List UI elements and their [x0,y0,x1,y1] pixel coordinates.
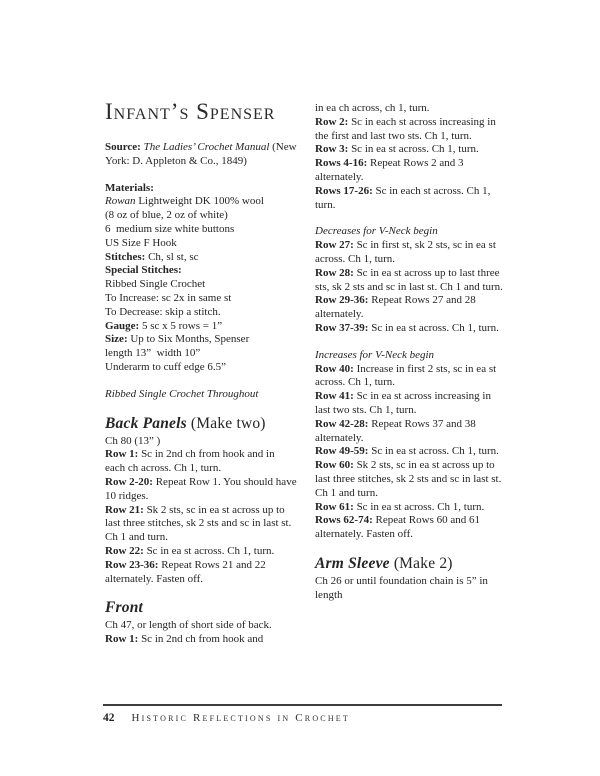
text-run-regular: (New York: D. Appleton & Co., 1849) [105,141,299,167]
section-heading [315,555,507,572]
text-run-regular: Sc in ea st across. Ch 1, turn. [143,544,275,557]
pattern-paragraph [315,185,507,213]
pattern-paragraph [105,347,297,361]
pattern-paragraph [105,182,297,196]
pattern-paragraph [315,143,507,157]
pattern-paragraph [105,320,297,334]
pattern-paragraph [315,501,507,515]
text-run-bold: Row 27: [315,239,354,252]
pattern-paragraph [315,157,507,185]
text-run-regular: Ch, sl st, sc [145,250,199,263]
text-run-regular: Sc in each st across. Ch 1, turn. [315,184,494,211]
text-run-italic: Ribbed Single Crochet Throughout [105,387,259,400]
pattern-paragraph [315,390,507,418]
text-run-regular: To Decrease: skip a stitch. [105,305,221,318]
pattern-paragraph [315,459,507,500]
text-run-bolditalic: Arm Sleeve [315,554,390,572]
text-run-regular: in ea ch across, ch 1, turn. [315,102,430,114]
text-run-regular: Sc in ea st across. Ch 1, turn. [368,445,499,458]
pattern-paragraph [105,435,297,449]
text-run-regular: Repeat Rows 60 and 61 alternately. Fasten off. [315,514,483,541]
pattern-paragraph [315,575,507,603]
pattern-paragraph [105,292,297,306]
pattern-paragraph [105,619,297,633]
text-run-regular: length 13” width 10” [105,347,201,360]
pattern-paragraph [315,102,507,116]
text-run-regular: Sk 2 sts, sc in ea st across up to last three stitches, sk 2 sts and sc in last st. Ch 1 and turn. [315,459,505,499]
text-run-regular: Sc in ea st across. Ch 1, turn. [368,321,499,334]
pattern-paragraph [315,294,507,322]
text-run-bold: Row 29-36: [315,294,369,307]
text-run-regular: Repeat Rows 21 and 22 alternately. Fasten off. [105,558,269,585]
text-run-bold: Row 23-36: [105,558,159,571]
text-run-regular: Ch 26 or until foundation chain is 5” in length [315,574,491,601]
text-run-bold: Row 22: [105,544,144,557]
page-number: 42 [103,712,115,724]
text-run-regular: Lightweight DK 100% wool [135,195,264,208]
pattern-paragraph [105,448,297,476]
pattern-paragraph [105,306,297,320]
text-run-regular: Repeat Row 1. You should have 10 ridges. [105,475,300,502]
text-run-bold: Row 49-59: [315,445,369,458]
pattern-paragraph [105,264,297,278]
page-footer [103,704,502,724]
pattern-paragraph [315,363,507,391]
text-run-regular: 5 sc x 5 rows = 1” [139,319,223,332]
pattern-paragraph [315,514,507,542]
footer-line [103,712,502,724]
text-run-regular: Sc in 2nd ch from hook and in each ch across. Ch 1, turn. [105,448,278,475]
pattern-paragraph [105,251,297,265]
text-run-regular: Ch 47, or length of short side of back. [105,619,272,632]
footer-rule [103,704,502,706]
text-run-regular: Underarm to cuff edge 6.5” [105,360,227,373]
text-run-italic: Increases for V-Neck begin [315,348,435,361]
pattern-paragraph [315,267,507,295]
text-run-regular: Repeat Rows 27 and 28 alternately. [315,294,479,321]
text-run-bold: Rows 62-74: [315,514,373,527]
text-run-italic: The Ladies’ Crochet Manual [143,141,270,153]
text-run-bold: Row 21: [105,503,144,516]
italic-subhead [315,225,507,239]
pattern-paragraph [315,418,507,446]
text-run-regular: Ch 80 (13” ) [105,434,161,447]
text-run-regular: US Size F Hook [105,236,177,249]
text-run-regular: Repeat Rows 2 and 3 alternately. [315,157,467,183]
pattern-paragraph [105,141,297,169]
pattern-paragraph [105,545,297,559]
text-run-bold: Row 60: [315,459,354,472]
pattern-paragraph [105,278,297,292]
text-run-bold: Special Stitches: [105,264,182,277]
pattern-paragraph [105,475,300,504]
text-run-regular: Sc in 2nd ch from hook and [138,633,264,646]
italic-subhead [315,349,507,363]
text-run-regular: Sc in ea st across. Ch 1, turn. [353,500,485,513]
text-run-bold: Row 61: [315,500,354,513]
pattern-paragraph [315,239,507,267]
text-run-bold: Materials: [105,181,154,194]
italic-subhead [105,388,297,402]
pattern-paragraph [315,116,507,144]
text-run-bold: Row 1: [105,448,139,461]
text-run-regular: (Make two) [186,414,266,432]
pattern-paragraph [105,633,297,647]
text-run-bold: Row 42-28: [315,417,369,430]
text-run-bold: Row 2: [315,115,349,128]
pattern-paragraph [105,195,297,209]
text-run-bold: Gauge: [105,319,140,332]
pattern-paragraph [105,559,297,587]
left-column-blocks [105,141,300,647]
text-run-italic: Rowan [105,195,136,208]
text-run-regular: Increase in first 2 sts, sc in ea st across. Ch 1, turn. [315,362,499,389]
text-run-bold: Row 28: [315,266,354,279]
text-run-bolditalic: Front [105,599,144,617]
text-run-regular: Repeat Rows 37 and 38 alternately. [315,417,479,444]
text-run-bold: Size: [105,333,128,346]
pattern-content [105,99,507,647]
text-run-bold: Row 3: [315,143,349,156]
pattern-paragraph [105,223,297,237]
pattern-paragraph [105,504,297,545]
text-run-regular: (8 oz of blue, 2 oz of white) [105,209,228,222]
text-run-regular: Sc in ea st across. Ch 1, turn. [348,143,479,156]
pattern-paragraph [315,445,507,459]
section-heading [105,415,297,432]
pattern-paragraph [105,209,297,223]
pattern-paragraph [105,361,297,375]
text-run-regular: Ribbed Single Crochet [105,278,206,291]
text-run-regular: To Increase: sc 2x in same st [105,291,232,304]
book-title: Historic Reflections in Crochet [131,712,350,724]
text-run-bold: Row 40: [315,362,354,375]
text-run-italic: Decreases for V-Neck begin [315,225,438,238]
text-run-bold: Rows 17-26: [315,184,373,197]
article-title: Infant’s Spenser [105,99,276,124]
text-run-bold: Row 1: [105,633,139,646]
text-run-bold: Source: [105,141,144,153]
text-run-bolditalic: Back Panels [105,414,187,432]
pattern-paragraph [105,333,297,347]
text-run-regular: (Make 2) [389,554,453,572]
text-run-regular: Up to Six Months, Spenser [127,333,250,346]
text-run-regular: Sc in ea st across up to last three sts, sk 2 sts and sc in last st. Ch 1 and turn. [315,266,503,293]
text-run-regular: 6 medium size white buttons [105,222,235,235]
text-run-regular: Sk 2 sts, sc in ea st across up to last three stitches, sk 2 sts and sc in last st. Ch 1 and turn. [105,503,295,544]
text-run-regular: Sc in first st, sk 2 sts, sc in ea st across. Ch 1, turn. [315,239,499,265]
right-column-blocks [315,102,507,603]
text-run-bold: Rows 4-16: [315,157,368,170]
text-run-bold: Row 41: [315,390,354,403]
section-heading [105,599,297,616]
right-column [315,99,507,647]
text-run-bold: Row 37-39: [315,321,369,334]
text-run-bold: Stitches: [105,250,146,263]
left-column [105,99,300,647]
text-run-bold: Row 2-20: [105,475,153,488]
text-run-regular: Sc in ea st across increasing in last two sts. Ch 1, turn. [315,390,494,416]
pattern-paragraph [315,322,507,336]
pattern-paragraph [105,237,297,251]
text-run-regular: Sc in each st across increasing in the first and last two sts. Ch 1, turn. [315,115,499,142]
